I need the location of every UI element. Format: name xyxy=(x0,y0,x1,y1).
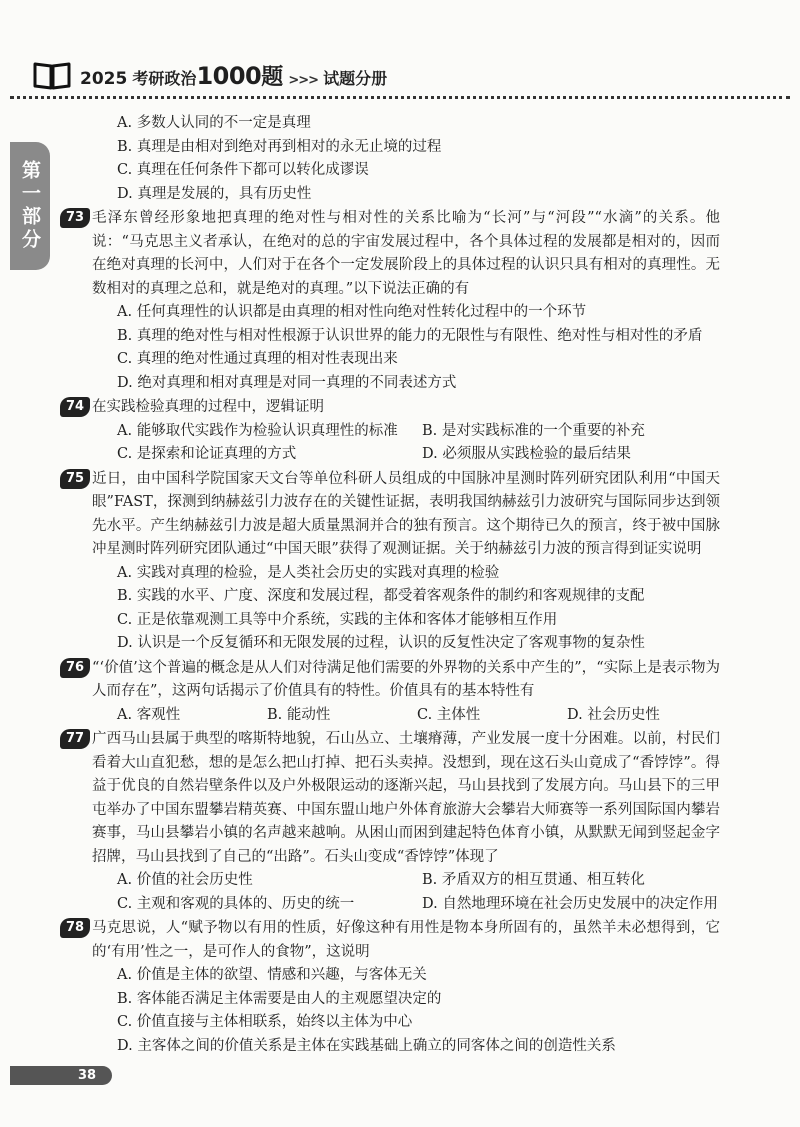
option-c: C. 真理在任何条件下都可以转化成谬误 xyxy=(117,162,369,178)
question-stem: 广西马山县属于典型的喀斯特地貌，石山丛立、土壤瘠薄，产业发展一度十分困难。以前，村民们看着大山直犯愁，想的是怎么把山打掉、把石头卖掉。没想到，现在这石头山竟成了“香饽饽”。得益于优良的自然岩壁条件以及户外极限运动的逐渐兴起，马山县找到了发展方向。马山县下的三甲屯举办了中国东盟攀岩精英赛、中国东盟山地户外体育旅游大会攀岩大师赛等一系列国际国内攀岩赛事，马山县攀岩小镇的名声越来越响。从困山而困到建起特色体育小镇，从默默无闻到竖起金字招牌，马山县找到了自己的“出路”。石头山变成“香饽饽”体现了 xyxy=(92,731,720,865)
question-75 xyxy=(65,468,720,656)
question-stem: “‘价值’这个普遍的概念是从人们对待满足他们需要的外界物的关系中产生的”，“实际上是表示物为人而存在”，这两句话揭示了价值具有的特性。价值具有的基本特性有 xyxy=(92,659,720,699)
option-d: D. 社会历史性 xyxy=(567,706,660,723)
option-c: C. 真理的绝对性通过真理的相对性表现出来 xyxy=(117,351,398,367)
header-divider xyxy=(10,96,790,99)
question-74 xyxy=(65,396,720,467)
header-subject: 考研政治 xyxy=(132,68,197,88)
question-number-badge: 76 xyxy=(60,658,90,678)
question-number-badge: 74 xyxy=(60,397,90,417)
prev-question-options xyxy=(92,112,720,206)
header-arrows: >>> xyxy=(288,72,319,88)
question-77 xyxy=(65,728,720,916)
option-a: A. 任何真理性的认识都是由真理的相对性向绝对性转化过程中的一个环节 xyxy=(117,304,587,320)
option-d: D. 认识是一个反复循环和无限发展的过程，认识的反复性决定了客观事物的复杂性 xyxy=(117,635,645,651)
option-d: D. 主客体之间的价值关系是主体在实践基础上确立的同客体之间的创造性关系 xyxy=(117,1037,616,1054)
question-78 xyxy=(65,917,720,1058)
option-b: B. 矛盾双方的相互贯通、相互转化 xyxy=(422,872,645,888)
book-icon xyxy=(32,60,72,90)
option-b: B. 是对实践标准的一个重要的补充 xyxy=(422,422,645,439)
option-b: B. 能动性 xyxy=(267,706,331,723)
option-c: C. 是探索和论证真理的方式 xyxy=(117,446,297,462)
question-number-badge: 73 xyxy=(60,208,90,228)
question-number-badge: 78 xyxy=(60,918,90,938)
option-d: D. 必须服从实践检验的最后结果 xyxy=(422,446,631,462)
option-c: C. 主体性 xyxy=(417,706,481,723)
option-a: A. 价值是主体的欲望、情感和兴趣，与客体无关 xyxy=(117,967,427,983)
header-count: 1000 xyxy=(196,61,262,90)
option-c: C. 价值直接与主体相联系，始终以主体为中心 xyxy=(117,1014,413,1030)
option-d: D. 绝对真理和相对真理是对同一真理的不同表述方式 xyxy=(117,374,457,391)
option-a: A. 实践对真理的检验，是人类社会历史的实践对真理的检验 xyxy=(117,564,500,581)
option-b: B. 真理是由相对到绝对再到相对的永无止境的过程 xyxy=(117,138,442,155)
option-c: C. 正是依靠观测工具等中介系统，实践的主体和客体才能够相互作用 xyxy=(117,611,558,628)
option-a: A. 客观性 xyxy=(117,706,181,723)
question-stem: 马克思说，人“赋予物以有用的性质，好像这种有用性是物本身所固有的，虽然羊未必想得到，它的‘有用’性之一，是可作人的食物”，这说明 xyxy=(92,920,720,960)
option-d: D. 真理是发展的，具有历史性 xyxy=(117,185,312,202)
option-d: D. 自然地理环境在社会历史发展中的决定作用 xyxy=(422,895,718,912)
question-stem: 在实践检验真理的过程中，逻辑证明 xyxy=(92,399,324,415)
question-number-badge: 75 xyxy=(60,469,90,489)
header-subtitle: 试题分册 xyxy=(323,68,388,88)
page-header xyxy=(32,58,772,92)
question-76 xyxy=(65,657,720,728)
option-c: C. 主观和客观的具体的、历史的统一 xyxy=(117,895,355,912)
question-stem: 毛泽东曾经形象地把真理的绝对性与相对性的关系比喻为“长河”与“河段”“水滴”的关系。他说：“马克思主义者承认，在绝对的总的宇宙发展过程中，各个具体过程的发展都是相对的，因而在绝对真理的长河中，人们对于在各个一定发展阶段上的具体过程的认识只具有相对的真理性。无数相对的真理之总和，就是绝对的真理。”以下说法正确的有 xyxy=(92,210,720,297)
option-a: A. 能够取代实践作为检验认识真理性的标准 xyxy=(117,422,398,439)
section-tab xyxy=(10,142,50,270)
option-a: A. 多数人认同的不一定是真理 xyxy=(117,115,311,131)
question-content xyxy=(65,112,720,1058)
question-number-badge: 77 xyxy=(60,729,90,749)
header-year: 2025 xyxy=(80,68,128,89)
section-tab-label: 第一部分 xyxy=(19,160,41,252)
option-b: B. 真理的绝对性与相对性根源于认识世界的能力的无限性与有限性、绝对性与相对性的矛盾 xyxy=(117,327,703,344)
option-b: B. 实践的水平、广度、深度和发展过程，都受着客观条件的制约和客观规律的支配 xyxy=(117,588,645,604)
page-number: 38 xyxy=(78,1068,97,1083)
header-ti: 题 xyxy=(261,64,284,90)
question-73 xyxy=(65,207,720,395)
option-a: A. 价值的社会历史性 xyxy=(117,872,253,888)
option-b: B. 客体能否满足主体需要是由人的主观愿望决定的 xyxy=(117,990,442,1007)
question-stem: 近日，由中国科学院国家天文台等单位科研人员组成的中国脉冲星测时阵列研究团队利用“中国天眼”FAST，探测到纳赫兹引力波存在的关键性证据，表明我国纳赫兹引力波研究与国际同步达到领先水平。产生纳赫兹引力波是超大质量黑洞并合的独有预言。这个期待已久的预言，终于被中国脉冲星测时阵列研究团队通过“中国天眼”获得了观测证据。关于纳赫兹引力波的预言得到证实说明 xyxy=(92,470,720,557)
